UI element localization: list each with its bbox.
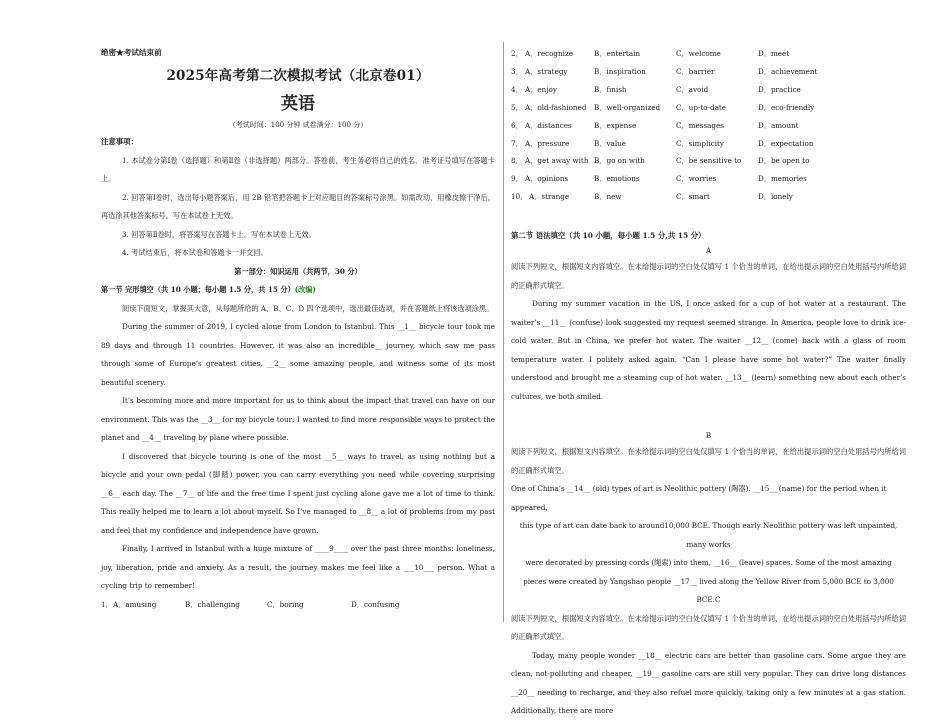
option-d: D．memories [758,174,807,184]
exam-title: 2025年高考第二次模拟考试（北京卷01） [166,68,430,84]
option-a: A．opinions [525,174,569,184]
notice-item-4: 4. 考试结束后，将本试卷和答题卡一并交回。 [122,248,268,257]
passage-a-text: During my summer vacation in the US, I once asked for a cup of hot water at a restaurant. The waiter’s __11__ (confuse) look suggested my request seemed strange. In America, people love to drink ice-cold water. But in China, we prefer hot water. The waiter __12__ (come) back with a glass of room temperature water. I politely asked again, “Can I please have some hot water?” The waiter finally understood and brought me a steaming cup of hot water. __13__ (learn) something new about each other’s cultures, we both smiled. [511,299,906,401]
option-a: A．enjoy [525,84,557,94]
option-c: C．boring [267,599,304,609]
option-row-10 [511,188,906,206]
notice-item-2: 2. 回答第Ⅰ卷时，选出每小题答案后，用 2B 铅笔把答题卡上对应题目的答案标号涂黑。如需改动，用橡皮擦干净后，再选涂其他答案标号。写在本试卷上无效。 [101,192,495,220]
option-c: C．avoid [676,84,709,94]
option-d: D．amount [758,120,799,130]
option-row-4 [511,81,906,99]
option-b: B．go on with [594,156,645,166]
option-d: D．eco-friendly [758,102,815,112]
option-b: B．well-organized [594,102,661,112]
column-divider [503,42,504,622]
passage-b-line-1: One of China’s __14__ (old) types of art is Neolithic pottery (陶器). __15__ (name) for the period when it appeared, [511,484,887,512]
passage-c-text: Today, many people wonder __18__ electric cars are better than gasoline cars. Some argue they are clean, not-polluting and cheaper, __19__ gasoline cars are still very popular. They can drive long distances __20__ needing to recharge, and they also refuel more quickly, taking only a few minutes at a gas station. Additionally, there are more [511,650,906,716]
option-row-2 [511,45,906,63]
passage-c-instruction: 阅读下列短文，根据短文内容填空。在未给提示词的空白处仅填写 1 个恰当的单词，在给出提示词的空白处用括号内所给词的正确形式填空。 [511,613,906,642]
section1-heading [101,281,495,300]
option-d: D．meet [758,49,790,58]
option-a: A．recognize [525,49,573,58]
notice-item-1: 1. 本试卷分第Ⅰ卷（选择题）和第Ⅱ卷（非选择题）两部分。答卷前，考生务必将自己的姓名、准考证号填写在答题卡上。 [101,155,495,183]
section1-heading-text: 第一节 完形填空（共 10 小题；每小题 1.5 分，共 15 分） [101,285,295,294]
option-c: C．be sensitive to [676,156,742,166]
option-d: D．practice [758,84,801,94]
cloze-paragraph-2: It’s becoming more and more important for us to think about the impact that travel can have on our environment. This was the __3__ for my bicycle tour: I wanted to find more responsible ways to protect the planet and __4__ traveling by plane where possible. [101,396,495,442]
option-a: A．amusing [113,599,157,609]
exam-info: （考试时间：100 分钟 试卷满分：100 分） [228,121,368,129]
question-number: 5． [511,102,523,112]
option-c: C．messages [676,120,724,130]
passage-b-line-3: were decorated by pressing cords (绳索) into them, __16__ (leave) spaces. Some of the most amazing [525,558,892,568]
option-b: B．emotions [594,174,640,184]
option-c: C．simplicity [676,138,724,148]
option-d: D．be open to [758,156,810,166]
option-a: A．strategy [525,66,568,76]
option-row-8 [511,152,906,170]
cloze-paragraph-1: During the summer of 2019, I cycled alone from London to Istanbul. This __1__ bicycle tour took me 89 days and through 11 countries. However, it was also an incredible__ journey, which saw me pass through some of Europe’s greatest cities, __2__ some amazing people, and witness some of its most beautiful scenery. [101,322,495,387]
spacer [511,406,906,428]
option-c: C．welcome [676,49,721,58]
option-row-7 [511,135,906,153]
cloze-paragraph-4: Finally, I arrived in Istanbul with a huge mixture of ____9____ over the past three months: loneliness, joy, liberation, pride and anxiety. As a result, the journey makes me feel like a ___10___ person. What a cycling trip to remember! [101,544,495,590]
passage-b-letter: B [705,431,712,441]
option-b: B．new [594,192,622,202]
option-c: C．worries [676,174,717,184]
question-number: 1． [101,599,113,609]
option-b: B．value [594,138,626,148]
question-number: 10． [511,192,528,202]
passage-b-line-4: pieces were created by Yangshao people __17__ lived along the Yellow River from 5,000 BCE to 3,000 BCE.C [523,576,894,605]
option-row-6 [511,117,906,135]
question-number: 4． [511,84,523,94]
option-row-3 [511,63,906,81]
left-column [101,45,495,613]
option-a: A．get away with [525,156,589,166]
option-a: A．strange [529,192,570,202]
question-number: 6． [511,120,523,130]
section2-heading: 第二节 语法填空（共 10 小题，每小题 1.5 分,共 15 分） [511,231,706,241]
passage-b-instruction: 阅读下列短文，根据短文内容填空。在未给提示词的空白处仅填写 1 个恰当的单词，在给出提示词的空白处用括号内所给词的正确形式填空。 [511,447,906,475]
passage-b-line-2: this type of art can date back to around10,000 BCE. Though early Neolithic pottery was left unpainted, many works [519,521,898,549]
cloze-instruction: 阅读下面短文，掌握其大意，从每题所给的 A、B、C、D 四个选项中，选出最佳选项，并在答题纸上将该选项涂黑。 [122,303,494,313]
option-d: D．lonely [758,192,793,202]
passage-a-letter: A [705,246,712,256]
notice-item-3: 3. 回答第Ⅱ卷时，将答案写在答题卡上。写在本试卷上无效。 [122,229,316,239]
option-b: B．expense [594,120,637,130]
option-row-9 [511,170,906,188]
question-number: 9． [511,174,523,184]
option-d: D．expectation [758,138,814,148]
question-number: 7． [511,138,523,148]
adapted-tag: (改编) [294,285,316,294]
question-number: 2． [511,49,523,58]
confidential-label: 绝密★考试结束前 [101,48,162,57]
option-b: B．finish [594,84,627,94]
right-column [511,45,906,721]
option-b: B．entertain [594,49,641,58]
option-b: B．inspiration [594,66,646,76]
part1-heading: 第一部分：知识运用（共两节，30 分） [234,266,362,276]
option-d: D．achievement [758,66,818,76]
cloze-paragraph-3: I discovered that bicycle touring is one of the most __5__ ways to travel, as using nothing but a bicycle and your own pedal (脚踏) power, you can carry everything you need while covering surprising __6__ each day. The __7__ of life and the free time I spent just cycling alone gave me a lot of time to think. This really helped me to learn a lot about myself. So I’ve managed to __8__ a lot of problems from my past and feel that my confidence and independence have grown. [101,451,495,535]
option-row-1 [101,596,495,614]
question-number: 8． [511,156,523,166]
option-a: A．distances [525,120,572,130]
question-number: 3． [511,66,523,76]
option-c: C．barrier [676,66,715,76]
option-row-5 [511,99,906,117]
subject-title: 英语 [281,94,315,114]
option-c: C．smart [676,192,710,202]
notice-heading: 注意事项： [101,137,138,146]
option-d: D．confusing [351,599,400,609]
option-a: A．pressure [525,138,570,148]
option-c: C．up-to-date [676,102,727,112]
option-a: A．old-fashioned [525,102,587,112]
passage-a-instruction: 阅读下列短文，根据短文内容填空。在未给提示词的空白处仅填写 1 个恰当的单词，在给出提示词的空白处用括号内所给词的正确形式填空。 [511,262,906,290]
option-b: B．challenging [185,599,241,609]
